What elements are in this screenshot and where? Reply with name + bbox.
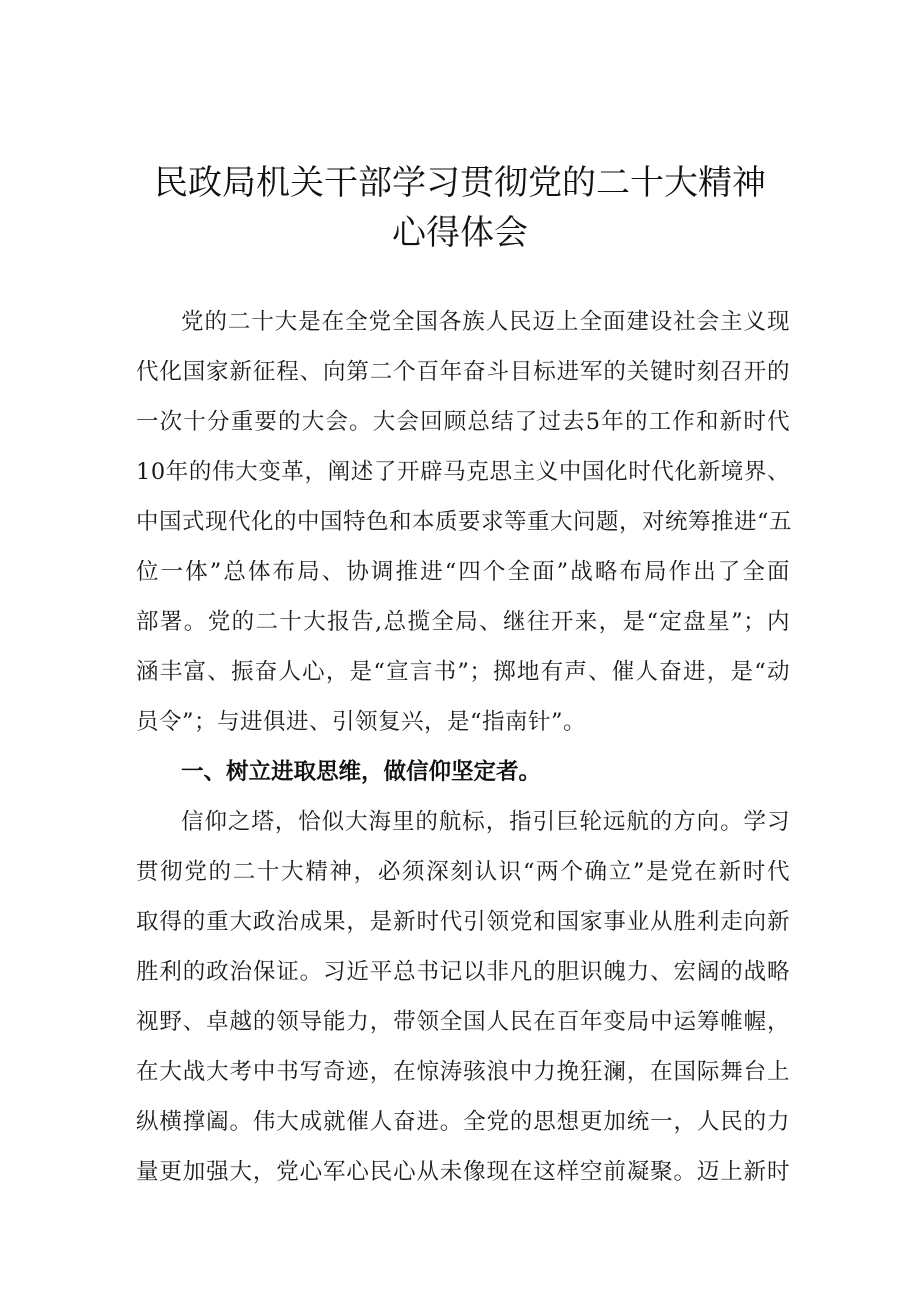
- paragraph-line: 员令”；与进俱进、引领复兴，是“指南针”。: [136, 709, 587, 735]
- paragraph-line: 纵横撑阖。伟大成就催人奋进。全党的思想更加统一，人民的力: [136, 1109, 790, 1135]
- paragraph-line: 涵丰富、振奋人心，是“宣言书”；掷地有声、催人奋进，是“动: [136, 659, 790, 685]
- section-heading: 一、树立进取思维，做信仰坚定者。: [181, 759, 542, 785]
- paragraph-line: 位一体”总体布局、协调推进“四个全面”战略布局作出了全面: [136, 559, 790, 585]
- paragraph-line: 贯彻党的二十大精神，必须深刻认识“两个确立”是党在新时代: [136, 859, 790, 885]
- paragraph-line: 代化国家新征程、向第二个百年奋斗目标进军的关键时刻召开的: [136, 359, 790, 385]
- paragraph-line: 党的二十大是在全党全国各族人民迈上全面建设社会主义现: [181, 309, 790, 335]
- paragraph-line: 部署。党的二十大报告,总揽全局、继往开来，是“定盘星”；内: [136, 609, 790, 635]
- paragraph-line: 取得的重大政治成果，是新时代引领党和国家事业从胜利走向新: [136, 909, 790, 935]
- paragraph-line: 一次十分重要的大会。大会回顾总结了过去5年的工作和新时代: [136, 409, 790, 435]
- paragraph-line: 视野、卓越的领导能力，带领全国人民在百年变局中运筹帷幄，: [136, 1009, 790, 1035]
- paragraph-line: 量更加强大，党心军心民心从未像现在这样空前凝聚。迈上新时: [136, 1159, 790, 1185]
- paragraph-line: 信仰之塔，恰似大海里的航标，指引巨轮远航的方向。学习: [181, 809, 790, 835]
- paragraph-line: 胜利的政治保证。习近平总书记以非凡的胆识魄力、宏阔的战略: [136, 959, 790, 985]
- paragraph-line: 中国式现代化的中国特色和本质要求等重大问题，对统筹推进“五: [136, 509, 793, 535]
- paragraph-line: 在大战大考中书写奇迹，在惊涛骇浪中力挽狂澜，在国际舞台上: [136, 1059, 790, 1085]
- document-title-line-1: 民政局机关干部学习贯彻党的二十大精神: [154, 163, 766, 203]
- document-title-line-2: 心得体会: [392, 213, 528, 253]
- paragraph-line: 10年的伟大变革，阐述了开辟马克思主义中国化时代化新境界、: [136, 459, 790, 485]
